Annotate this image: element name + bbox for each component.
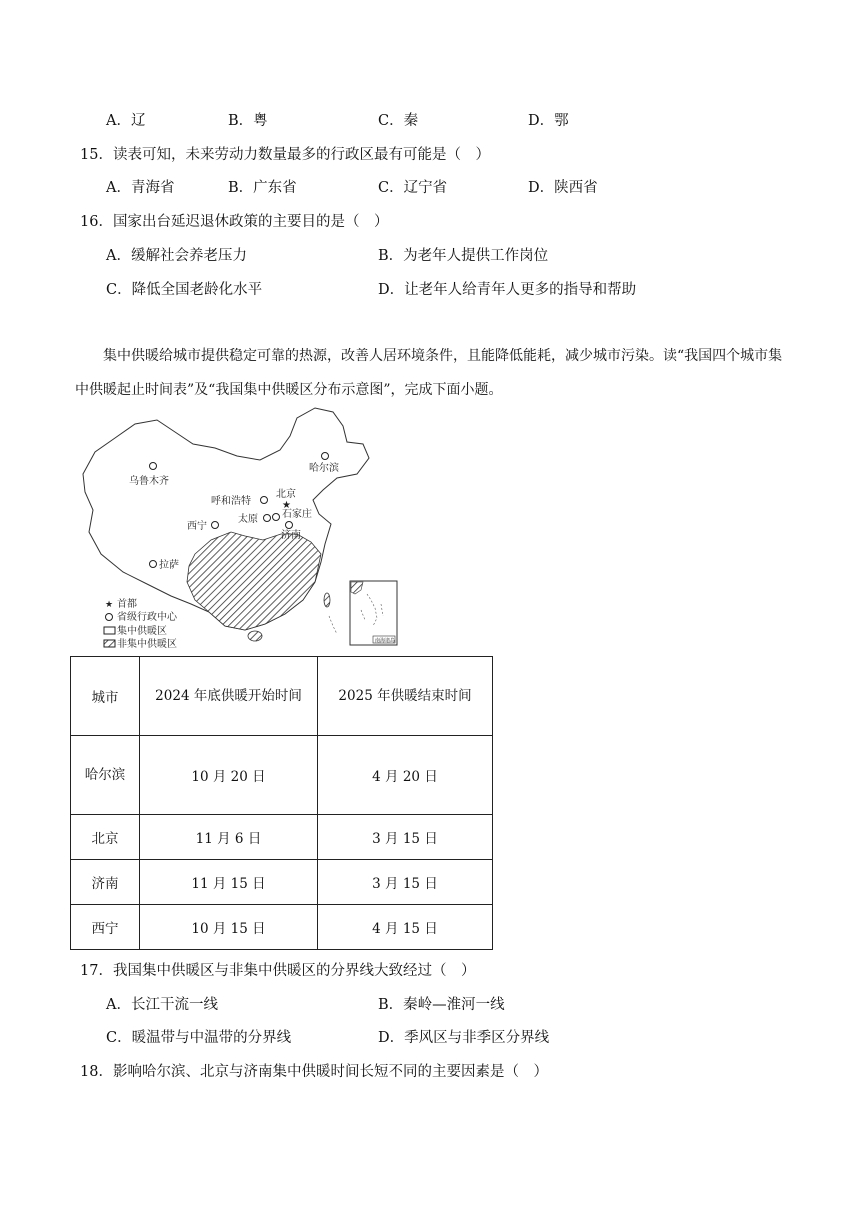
inset-label: 南海诸岛: [375, 638, 396, 644]
city-marker-harbin: [322, 453, 329, 460]
q14-option-d: D．鄂: [528, 113, 569, 129]
table-cell-city: 济南: [71, 860, 140, 905]
table-row: [71, 905, 493, 950]
q14-option-a: A．辽: [106, 113, 146, 129]
q18-stem: 18．影响哈尔滨、北京与济南集中供暖时间长短不同的主要因素是（ ）: [80, 1064, 548, 1080]
table-cell-start: 10 月 20 日: [140, 736, 318, 815]
city-label-taiyuan: 太原: [238, 514, 258, 525]
q16-stem: 16．国家出台延迟退休政策的主要目的是（ ）: [80, 214, 389, 230]
city-label-shijiazhuang: 石家庄: [282, 509, 312, 520]
table-cell-city: 北京: [71, 815, 140, 860]
heating-zone-map: [75, 404, 410, 654]
q15-option-c: C．辽宁省: [378, 180, 448, 196]
table-cell-city: 西宁: [71, 905, 140, 950]
legend-province-center-icon: [106, 614, 113, 621]
q16-option-c: C．降低全国老龄化水平: [106, 282, 263, 298]
table-row: [71, 860, 493, 905]
q16-option-b: B．为老年人提供工作岗位: [378, 248, 549, 264]
q15-option-d: D．陕西省: [528, 180, 598, 196]
city-marker-jinan: [286, 522, 293, 529]
legend-capital-icon: ★: [105, 600, 114, 610]
city-marker-hohhot: [261, 497, 268, 504]
table-cell-city: 哈尔滨: [71, 736, 140, 815]
legend-non-heating-zone-swatch: [104, 640, 115, 647]
table-cell-start: 11 月 6 日: [140, 815, 318, 860]
q17-option-c: C．暖温带与中温带的分界线: [106, 1030, 292, 1046]
q17-option-a: A．长江干流一线: [106, 997, 218, 1013]
q16-option-a: A．缓解社会养老压力: [106, 248, 247, 264]
table-header-start: 2024 年底供暖开始时间: [140, 657, 318, 736]
q16-option-d: D．让老年人给青年人更多的指导和帮助: [378, 282, 637, 298]
table-cell-end: 4 月 15 日: [318, 905, 493, 950]
q15-option-b: B．广东省: [228, 180, 297, 196]
heating-schedule-table: [70, 656, 493, 950]
q17-option-d: D．季风区与非季区分界线: [378, 1030, 550, 1046]
city-label-hohhot: 呼和浩特: [211, 496, 251, 507]
city-marker-lhasa: [150, 561, 157, 568]
city-marker-xining: [212, 522, 219, 529]
reading-passage: 集中供暖给城市提供稳定可靠的热源，改善人居环境条件，且能降低能耗，减少城市污染。读“我国四个城市集中供暖起止时间表”及“我国集中供暖区分布示意图”，完成下面小题。: [75, 348, 783, 398]
table-header-end: 2025 年供暖结束时间: [318, 657, 493, 736]
q14-option-c: C．秦: [378, 113, 419, 129]
q17-option-b: B．秦岭—淮河一线: [378, 997, 505, 1013]
table-cell-end: 3 月 15 日: [318, 860, 493, 905]
table-header-city: 城市: [71, 657, 140, 736]
city-marker-shijiazhuang: [273, 514, 280, 521]
table-cell-start: 11 月 15 日: [140, 860, 318, 905]
city-label-lhasa: 拉萨: [159, 560, 179, 571]
china-map-svg: [75, 404, 410, 654]
table-cell-end: 3 月 15 日: [318, 815, 493, 860]
table-row: [71, 815, 493, 860]
q15-stem: 15．读表可知，未来劳动力数量最多的行政区最有可能是（ ）: [80, 147, 490, 163]
capital-star-icon: ★: [282, 500, 291, 511]
taiwan-island: [324, 593, 330, 607]
legend-non-heating-zone-label: 非集中供暖区: [117, 639, 177, 650]
city-marker-taiyuan: [264, 515, 271, 522]
city-label-harbin: 哈尔滨: [309, 463, 339, 474]
hainan-island: [248, 631, 262, 641]
table-header-row: [71, 657, 493, 736]
city-marker-urumqi: [150, 463, 157, 470]
q17-stem: 17．我国集中供暖区与非集中供暖区的分界线大致经过（ ）: [80, 963, 476, 979]
q15-option-a: A．青海省: [106, 180, 175, 196]
sea-boundary-line: [329, 616, 337, 634]
legend-province-center-label: 省级行政中心: [117, 612, 177, 623]
legend-capital-label: 首都: [117, 599, 137, 610]
table-cell-end: 4 月 20 日: [318, 736, 493, 815]
non-heating-zone: [187, 532, 321, 630]
city-label-xining: 西宁: [187, 521, 207, 532]
q14-option-b: B．粤: [228, 113, 268, 129]
city-label-urumqi: 乌鲁木齐: [129, 476, 169, 487]
table-row: [71, 736, 493, 815]
city-label-jinan: 济南: [281, 530, 301, 541]
legend-heating-zone-swatch: [104, 627, 115, 634]
legend-heating-zone-label: 集中供暖区: [117, 626, 167, 637]
table-cell-start: 10 月 15 日: [140, 905, 318, 950]
city-label-beijing: 北京: [276, 489, 296, 500]
